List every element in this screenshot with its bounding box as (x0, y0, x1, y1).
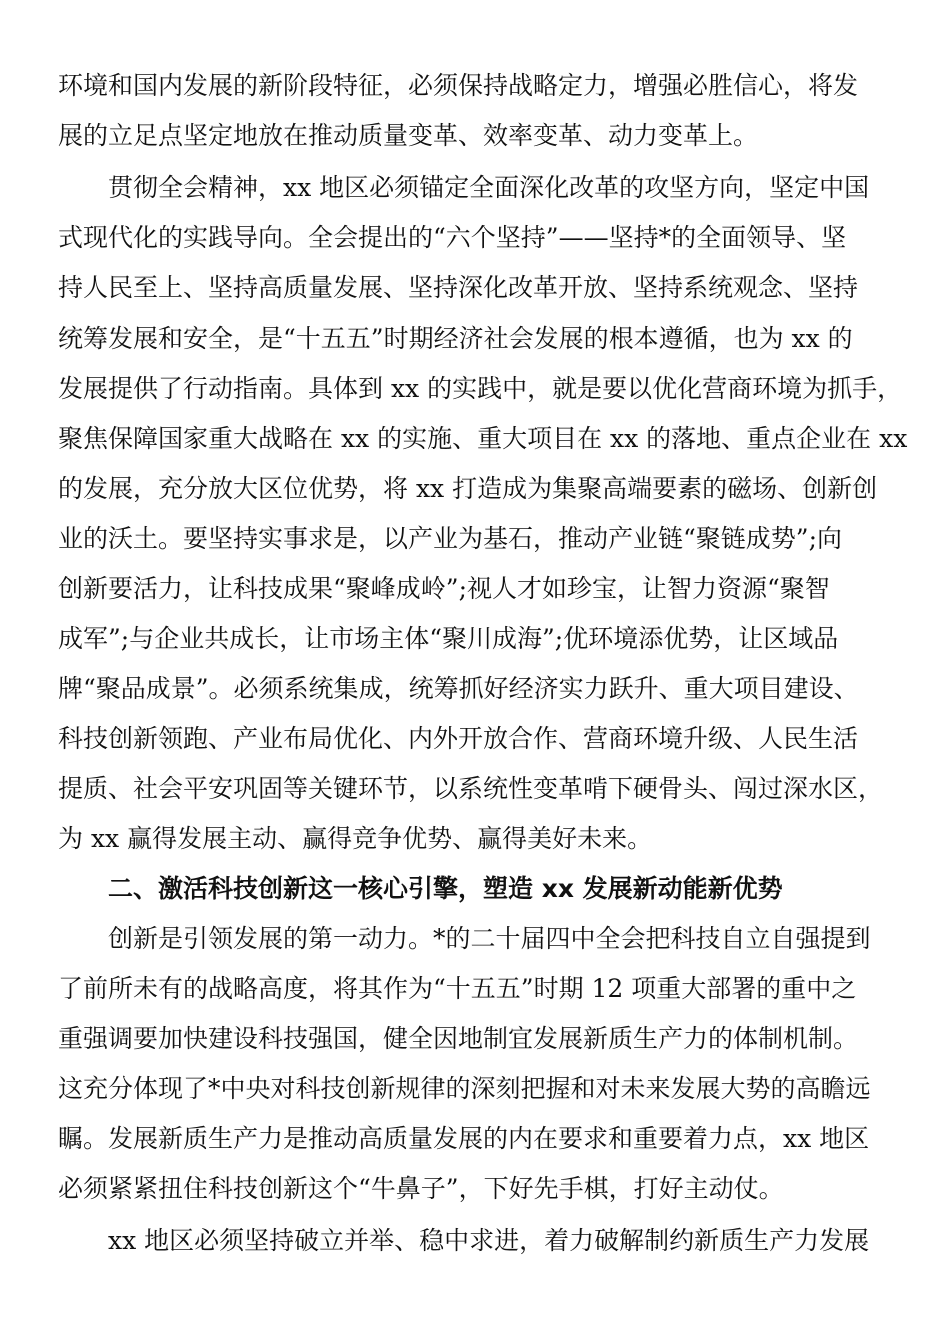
paragraph-line: 的发展，充分放大区位优势，将 xx 打造成为集聚高端要素的磁场、创新创 (58, 474, 878, 503)
paragraph-line: 统筹发展和安全，是“十五五”时期经济社会发展的根本遵循，也为 xx 的 (58, 324, 853, 353)
paragraph-line: 式现代化的实践导向。全会提出的“六个坚持”——坚持*的全面领导、坚 (58, 223, 847, 252)
paragraph-line: xx 地区必须坚持破立并举、稳中求进，着力破解制约新质生产力发展 (108, 1226, 870, 1255)
paragraph-line: 必须紧紧扭住科技创新这个“牛鼻子”，下好先手棋，打好主动仗。 (58, 1174, 784, 1203)
paragraph-line: 牌“聚品成景”。必须系统集成，统筹抓好经济实力跃升、重大项目建设、 (58, 674, 859, 703)
paragraph-line: 创新是引领发展的第一动力。*的二十届四中全会把科技自立自强提到 (108, 924, 871, 953)
section-heading: 二、激活科技创新这一核心引擎，塑造 xx 发展新动能新优势 (108, 874, 783, 903)
paragraph-line: 聚焦保障国家重大战略在 xx 的实施、重大项目在 xx 的落地、重点企业在 xx (58, 424, 908, 453)
paragraph-line: 重强调要加快建设科技强国，健全因地制宜发展新质生产力的体制机制。 (58, 1024, 859, 1053)
paragraph-line: 成军”;与企业共成长，让市场主体“聚川成海”;优环境添优势，让区域品 (58, 624, 839, 653)
paragraph-line: 提质、社会平安巩固等关键环节，以系统性变革啃下硬骨头、闯过深水区， (58, 774, 884, 803)
paragraph-line: 创新要活力，让科技成果“聚峰成岭”;视人才如珍宝，让智力资源“聚智 (58, 574, 830, 603)
paragraph-line: 贯彻全会精神，xx 地区必须锚定全面深化改革的攻坚方向，坚定中国 (108, 173, 870, 202)
paragraph-line: 这充分体现了*中央对科技创新规律的深刻把握和对未来发展大势的高瞻远 (58, 1074, 871, 1103)
paragraph-line: 展的立足点坚定地放在推动质量变革、效率变革、动力变革上。 (58, 121, 759, 150)
paragraph-line: 了前所未有的战略高度，将其作为“十五五”时期 12 项重大部署的重中之 (58, 974, 857, 1003)
paragraph-line: 瞩。发展新质生产力是推动高质量发展的内在要求和重要着力点，xx 地区 (58, 1124, 870, 1153)
paragraph-line: 持人民至上、坚持高质量发展、坚持深化改革开放、坚持系统观念、坚持 (58, 273, 859, 302)
paragraph-line: 科技创新领跑、产业布局优化、内外开放合作、营商环境升级、人民生活 (58, 724, 859, 753)
paragraph-line: 环境和国内发展的新阶段特征，必须保持战略定力，增强必胜信心，将发 (58, 71, 859, 100)
paragraph-line: 业的沃土。要坚持实事求是，以产业为基石，推动产业链“聚链成势”;向 (58, 524, 842, 553)
paragraph-line: 为 xx 赢得发展主动、赢得竞争优势、赢得美好未来。 (58, 824, 653, 853)
paragraph-line: 发展提供了行动指南。具体到 xx 的实践中，就是要以优化营商环境为抓手， (58, 374, 903, 403)
